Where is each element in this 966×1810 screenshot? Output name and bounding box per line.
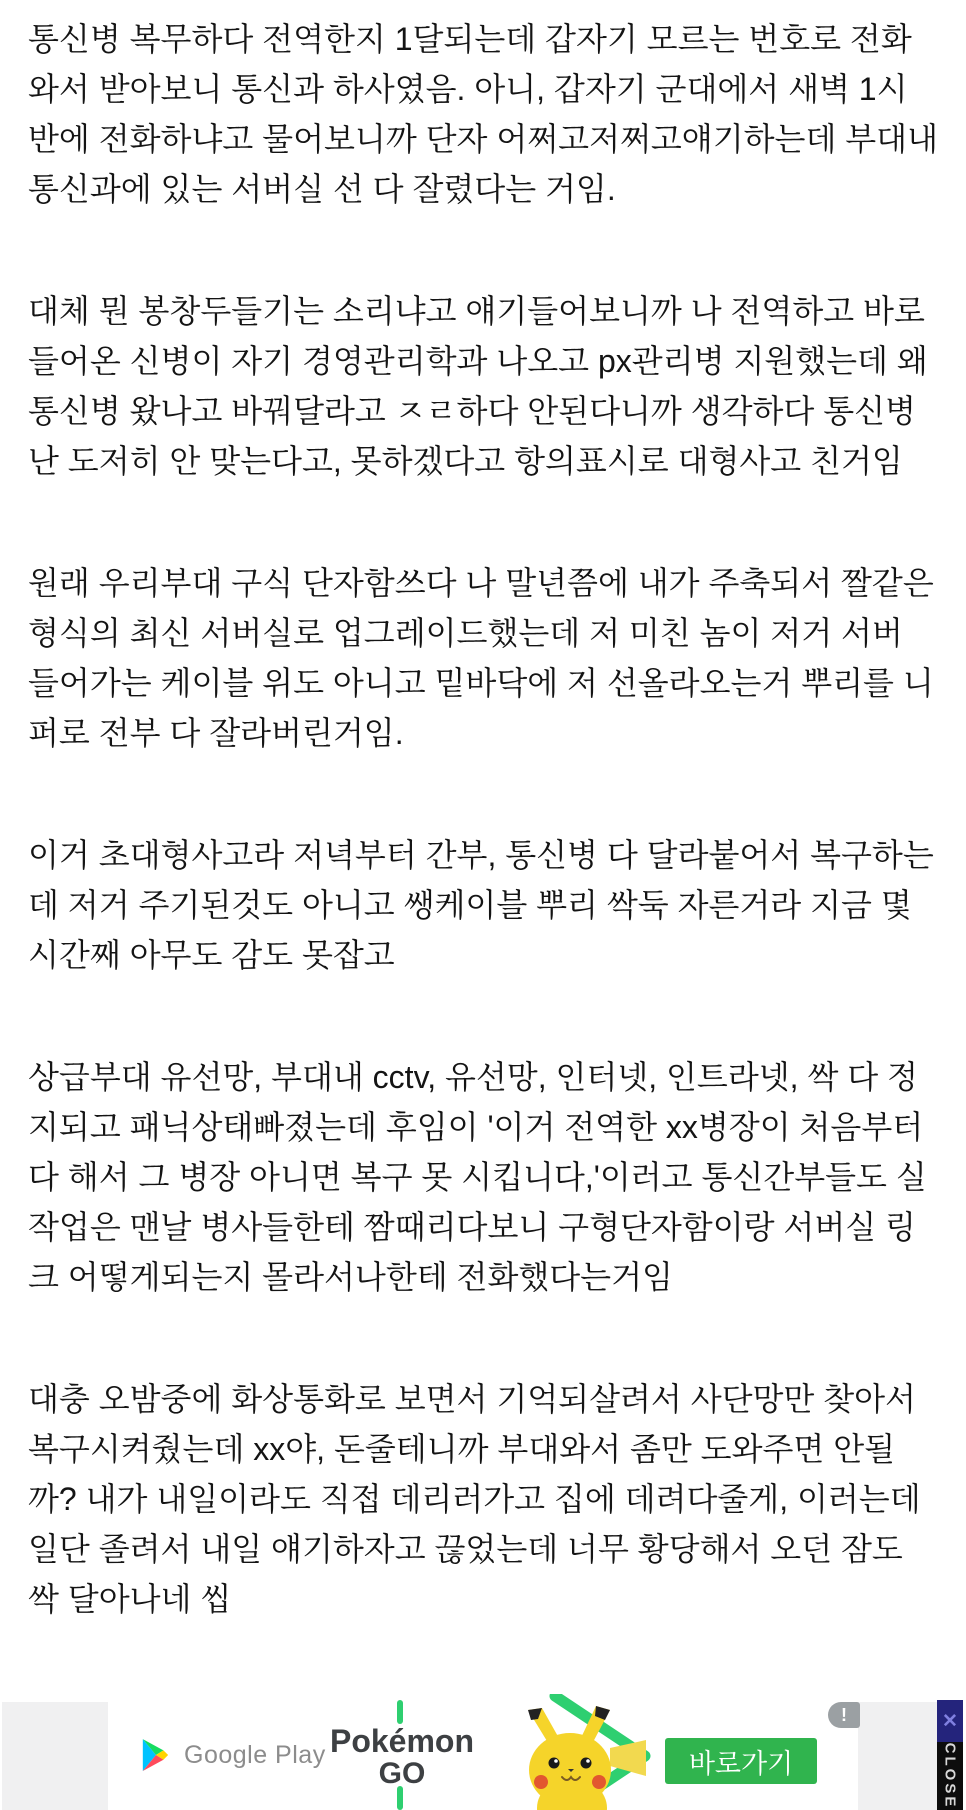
pikachu-image [520, 1706, 650, 1810]
ad-right-gutter [858, 1702, 937, 1810]
ad-left-gutter [2, 1702, 108, 1810]
ad-banner[interactable] [0, 1700, 966, 1810]
google-play-brand [140, 1700, 326, 1810]
ad-info-badge[interactable]: ! [828, 1702, 860, 1728]
ad-cta-button[interactable]: 바로가기 [665, 1738, 817, 1784]
post-paragraph-4: 이거 초대형사고라 저녁부터 간부, 통신병 다 달라붙어서 복구하는데 저거 주기된것도 아니고 쌩케이블 뿌리 싹둑 자른거라 지금 몇시간째 아무도 감도 못잡고 [28, 837, 934, 973]
post-paragraph-2: 대체 뭔 봉창두들기는 소리냐고 얘기들어보니까 나 전역하고 바로 들어온 신병이 자기 경영관리학과 나오고 px관리병 지원했는데 왜 통신병 왔나고 바꿔달라고 ㅈㄹ하다 안된다니까 생각하다 통신병 난 도저히 안 맞는다고, 못하겠다고 항의표시로 대형사고 친거임 [28, 293, 928, 479]
close-label-bar[interactable] [937, 1742, 963, 1810]
ad-app-title [322, 1724, 482, 1790]
close-icon[interactable]: ✕ [937, 1700, 963, 1742]
ad-close-rail [937, 1700, 963, 1810]
dashed-line-top [397, 1700, 403, 1724]
close-label-text: CLOSE [941, 1742, 959, 1810]
post-paragraph-5: 상급부대 유선망, 부대내 cctv, 유선망, 인터넷, 인트라넷, 싹 다 정지되고 패닉상태빠졌는데 후임이 '이거 전역한 xx병장이 처음부터 다 해서 그 병장 아니면 복구 못 시킵니다,'이러고 통신간부들도 실작업은 맨날 병사들한테 짬때리다보니 구형단자함이랑 서버실 링크 어떻게되는지 몰라서나한테 전화했다는거임 [28, 1059, 927, 1295]
google-play-label: Google Play [184, 1740, 326, 1769]
ad-app-title-line2: GO [378, 1757, 426, 1790]
post-paragraph-1: 통신병 복무하다 전역한지 1달되는데 갑자기 모르는 번호로 전화와서 받아보니 통신과 하사였음. 아니, 갑자기 군대에서 새벽 1시 반에 전화하냐고 물어보니까 단자 어쩌고저쩌고얘기하는데 부대내 통신과에 있는 서버실 선 다 잘렸다는 거임. [28, 21, 938, 207]
ad-app-title-line1: Pokémon [329, 1723, 475, 1759]
post-paragraph-6: 대충 오밤중에 화상통화로 보면서 기억되살려서 사단망만 찾아서 복구시켜줬는데 xx야, 돈줄테니까 부대와서 좀만 도와주면 안될까? 내가 내일이라도 직접 데리러가고 집에 데려다줄게, 이러는데 일단 졸려서 내일 얘기하자고 끊었는데 너무 황당해서 오던 잠도 싹 달아나네 씹 [28, 1381, 921, 1617]
post-body [28, 14, 940, 1696]
google-play-icon [140, 1738, 170, 1772]
post-paragraph-3: 원래 우리부대 구식 단자함쓰다 나 말년쯤에 내가 주축되서 짤같은 형식의 최신 서버실로 업그레이드했는데 저 미친 놈이 저거 서버 들어가는 케이블 위도 아니고 밑바닥에 저 선올라오는거 뿌리를 니퍼로 전부 다 잘라버린거임. [28, 565, 934, 751]
